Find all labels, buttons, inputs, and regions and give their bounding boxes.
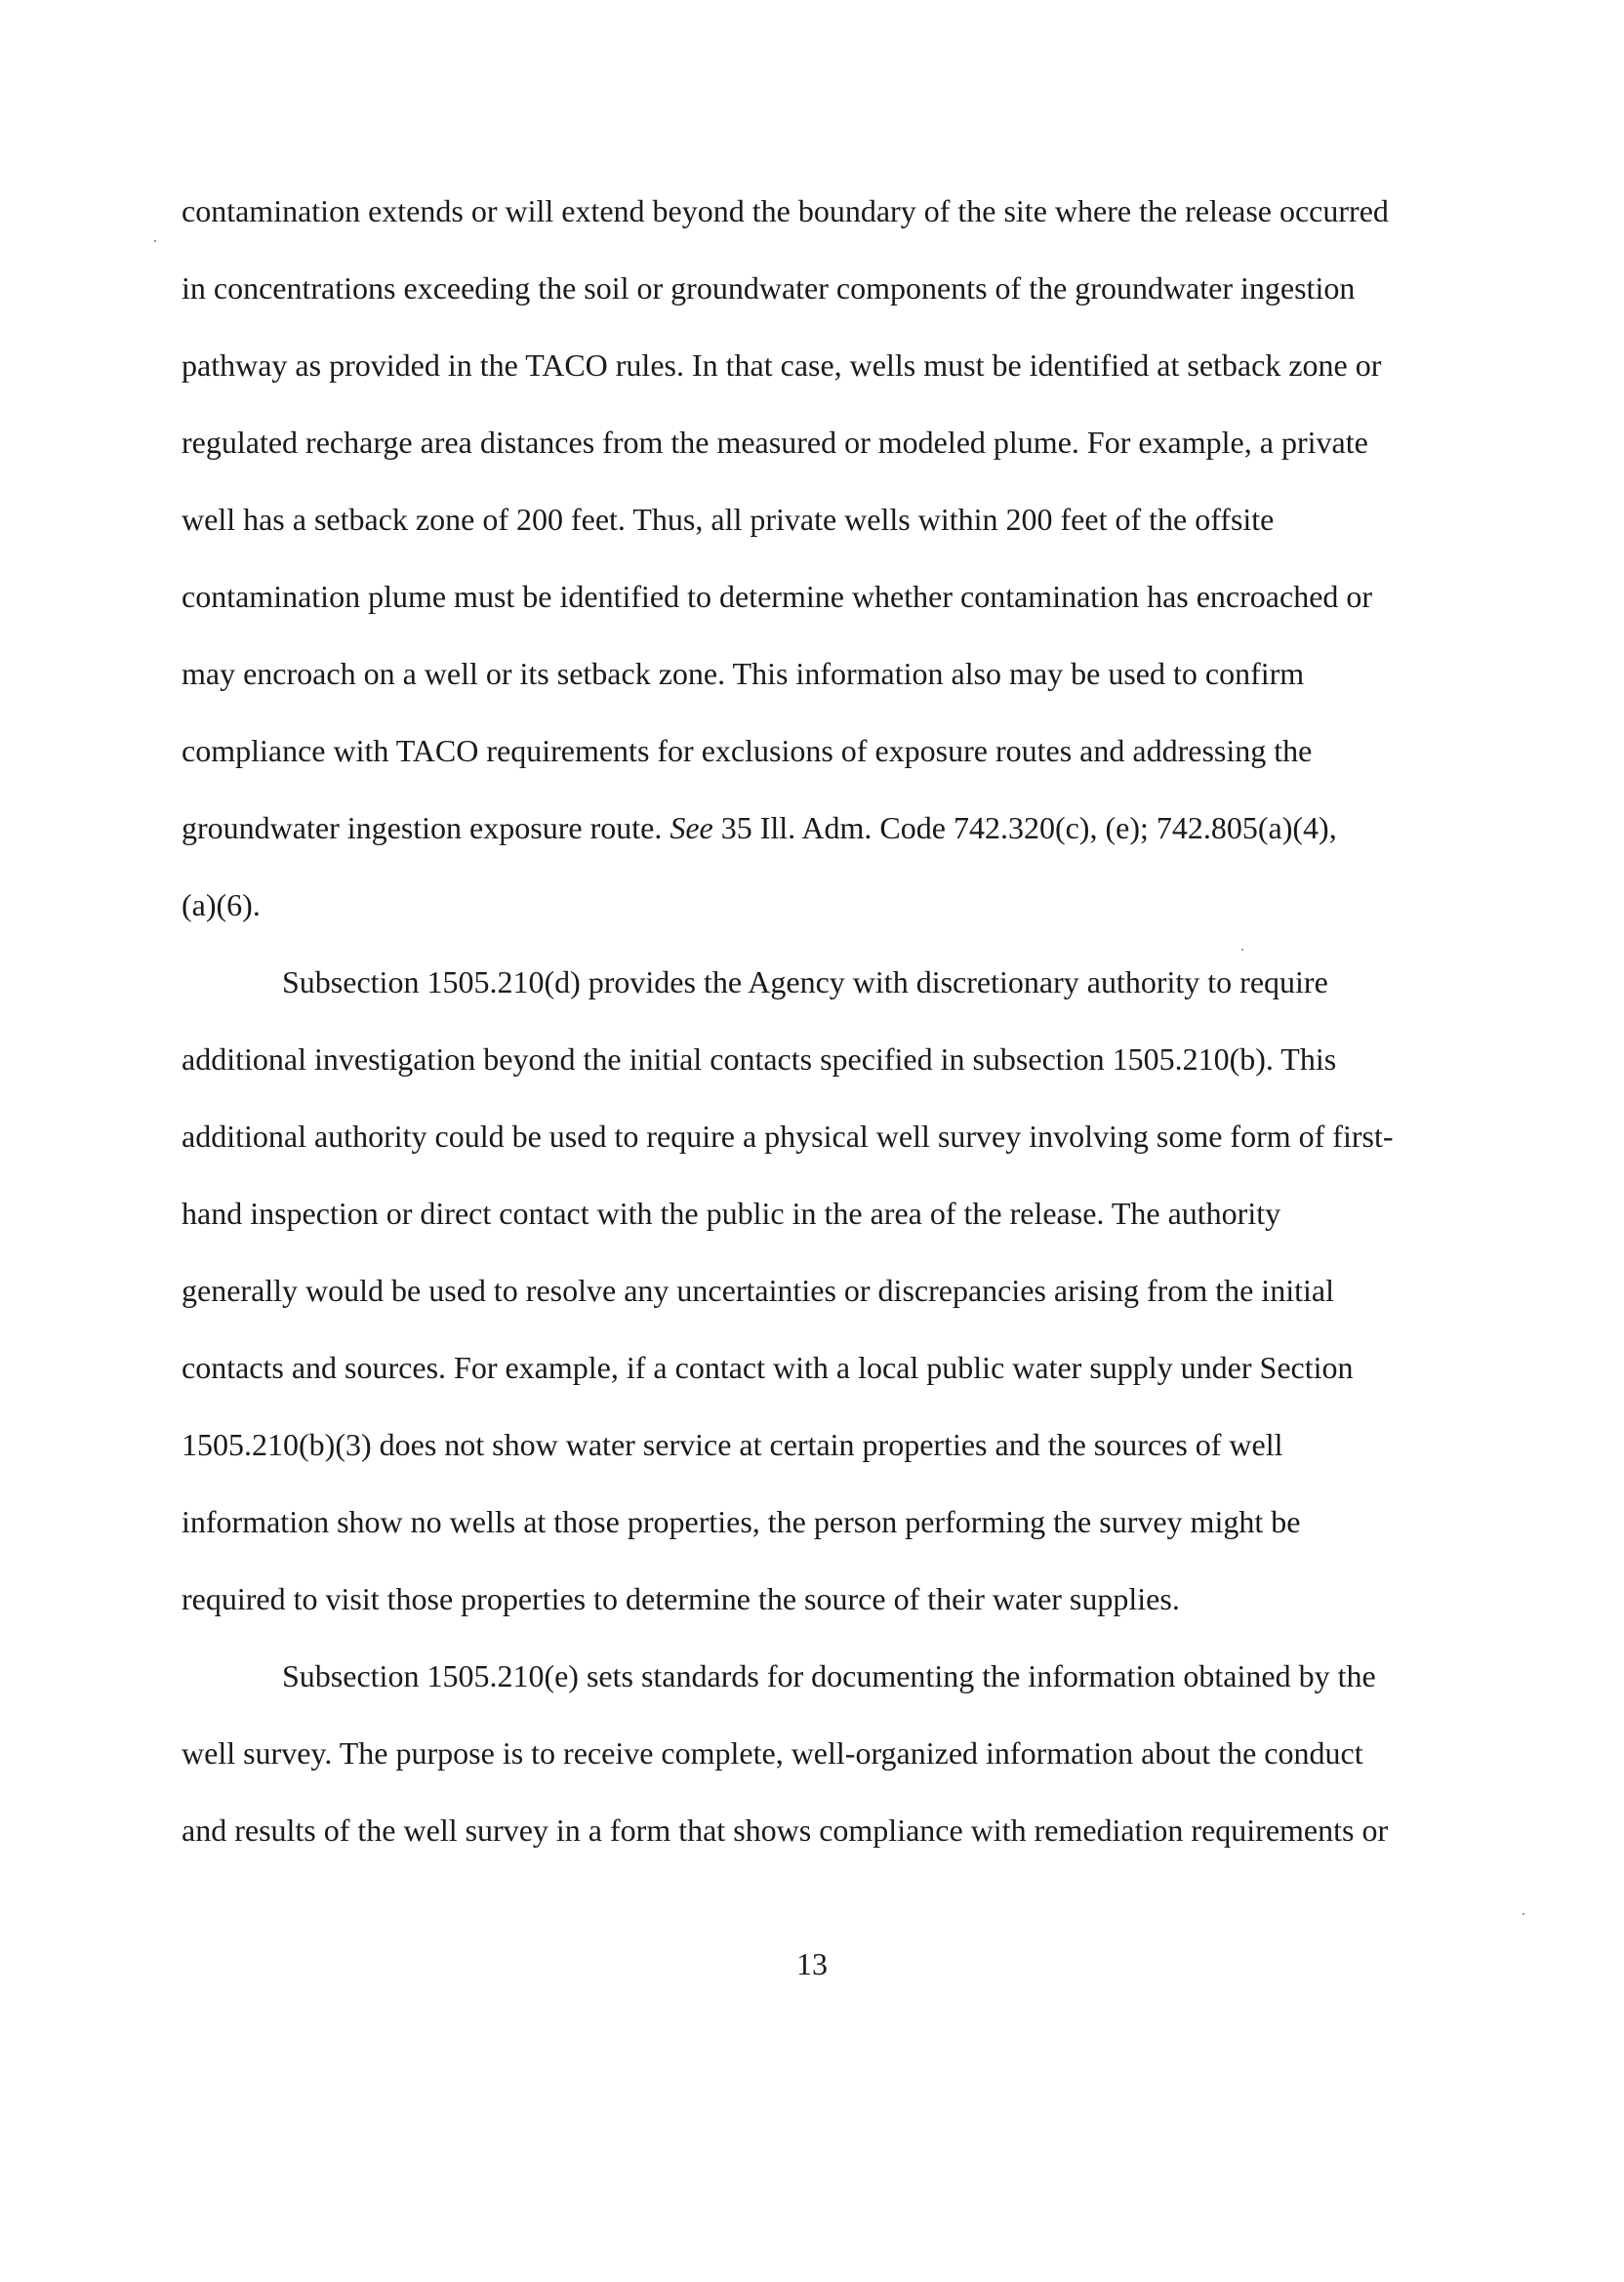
citation-line (182, 808, 1337, 847)
text-line: compliance with TACO requirements for exclusions of exposure routes and addressing the (182, 733, 1313, 768)
text-line: required to visit those properties to determine the source of their water supplies. (182, 1581, 1180, 1616)
scan-speck (1522, 1913, 1524, 1915)
text-line: pathway as provided in the TACO rules. In that case, wells must be identified at setback zone or (182, 347, 1382, 383)
text-line: information show no wells at those properties, the person performing the survey might be (182, 1504, 1301, 1539)
citation-signal: See (670, 810, 713, 845)
scan-speck (154, 240, 156, 242)
text-line: regulated recharge area distances from the measured or modeled plume. For example, a private (182, 425, 1368, 460)
text-line: in concentrations exceeding the soil or groundwater components of the groundwater ingestion (182, 270, 1356, 306)
text-line: 1505.210(b)(3) does not show water service at certain properties and the sources of well (182, 1427, 1283, 1462)
text-line: contacts and sources. For example, if a contact with a local public water supply under Section (182, 1350, 1354, 1385)
text-line: (a)(6). (182, 887, 261, 922)
text-line: additional authority could be used to require a physical well survey involving some form of first- (182, 1119, 1394, 1154)
text-line: contamination plume must be identified to determine whether contamination has encroached or (182, 579, 1373, 614)
text-line: hand inspection or direct contact with the public in the area of the release. The authority (182, 1196, 1281, 1231)
text-line-indented: Subsection 1505.210(d) provides the Agency with discretionary authority to require (282, 964, 1328, 999)
text-line: additional investigation beyond the initial contacts specified in subsection 1505.210(b). This (182, 1041, 1337, 1077)
scan-speck (1241, 949, 1243, 951)
page-number: 13 (796, 1946, 828, 1981)
citation-text-after: 35 Ill. Adm. Code 742.320(c), (e); 742.805(a)(4), (712, 810, 1337, 845)
text-line: well has a setback zone of 200 feet. Thus, all private wells within 200 feet of the offsite (182, 502, 1275, 537)
text-line: and results of the well survey in a form that shows compliance with remediation requirements or (182, 1813, 1389, 1848)
text-line: may encroach on a well or its setback zone. This information also may be used to confirm (182, 656, 1305, 691)
text-line: generally would be used to resolve any uncertainties or discrepancies arising from the initial (182, 1273, 1334, 1308)
text-line: contamination extends or will extend beyond the boundary of the site where the release occurred (182, 193, 1389, 228)
text-line-indented: Subsection 1505.210(e) sets standards for documenting the information obtained by the (282, 1658, 1376, 1693)
text-line: well survey. The purpose is to receive complete, well-organized information about the conduct (182, 1735, 1363, 1771)
citation-text-before: groundwater ingestion exposure route. (182, 810, 670, 845)
